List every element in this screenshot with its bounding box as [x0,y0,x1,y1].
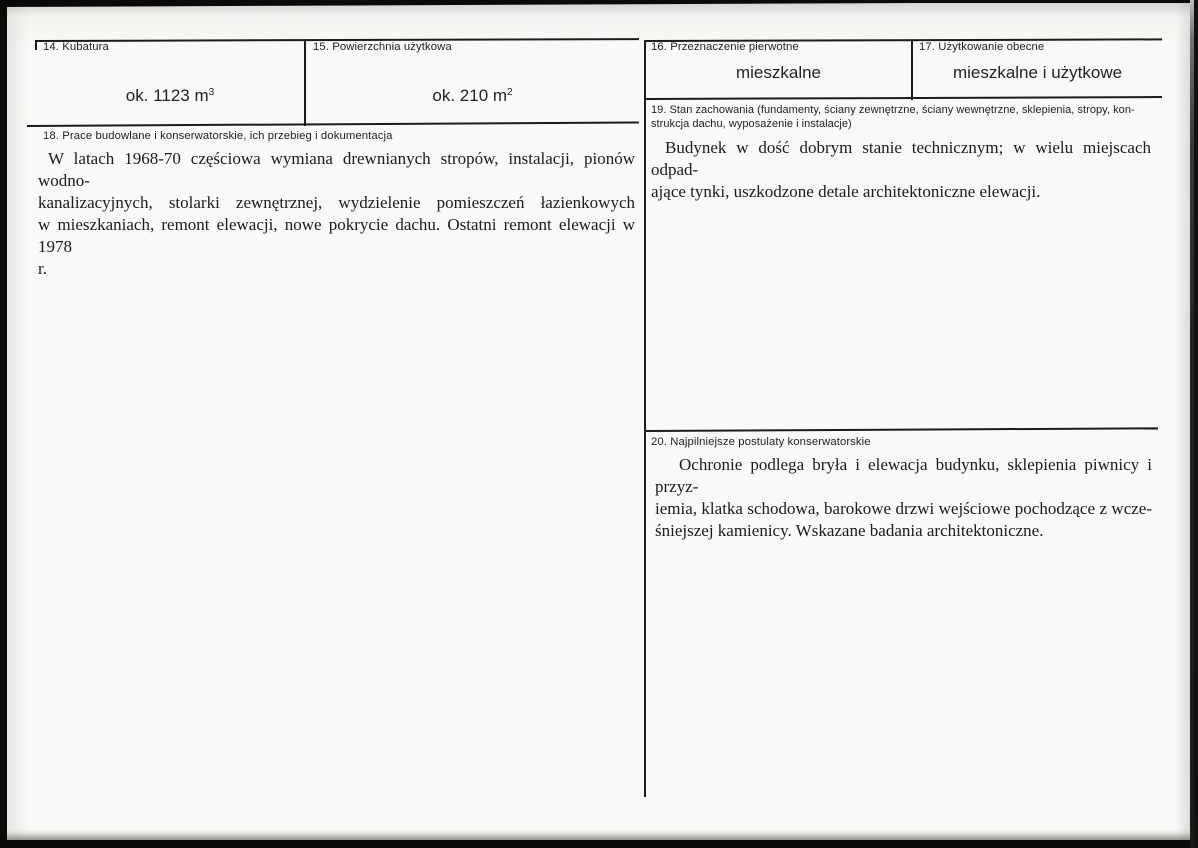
field-18-body-line: W latach 1968-70 częściowa wymiana drewnianych stropów, instalacji, pionów wodno- [38,149,635,190]
field-18-body [38,148,635,280]
divider-columns [644,40,646,797]
field-19-body-line: ające tynki, uszkodzone detale architektoniczne elewacji. [651,182,1041,201]
field-20-body-line: Ochronie podlega bryła i elewacja budynku, sklepienia piwnicy i przyz- [655,455,1152,496]
field-14-unit-sup: 3 [208,87,215,98]
scan-edge-right-outer [1194,0,1198,848]
field-19-body-line: Budynek w dość dobrym stanie technicznym; w wielu miejscach odpad- [651,138,1151,179]
field-15-unit-sup: 2 [507,87,513,98]
field-17-value: mieszkalne i użytkowe [952,63,1123,82]
corner-tick-box-14 [35,40,37,50]
field-19-label [651,104,1155,131]
scan-edge-bottom [0,840,1198,848]
field-20-label: 20. Najpilniejsze postulaty konserwatorskie [651,436,871,448]
divider-14-15 [304,40,306,126]
field-18-body-line: w mieszkaniach, remont elewacji, nowe pokrycie dachu. Ostatni remont elewacji w 1978 [38,215,635,256]
field-18-body-line: kanalizacyjnych, stolarki zewnętrznej, wydzielenie pomieszczeń łazienkowych [38,193,635,212]
field-19-label-line: 19. Stan zachowania (fundamenty, ściany zewnętrzne, ściany wewnętrzne, sklepienia, stropy, kon- [651,104,1135,116]
field-19-label-line: strukcja dachu, wyposażenie i instalacje) [651,117,852,130]
field-18-label: 18. Prace budowlane i konserwatorskie, ich przebieg i dokumentacja [43,130,393,142]
field-15-value: ok. 210 $m^2$ [432,86,513,105]
scan-edge-left [0,0,7,848]
field-15-label: 15. Powierzchnia użytkowa [313,41,452,53]
field-20-body-line: iemia, klatka schodowa, barokowe drzwi wejściowe pochodzące z wcze- [655,499,1152,518]
field-19-body [651,137,1151,203]
field-14-label: 14. Kubatura [43,41,109,53]
field-20-body-line: śniejszej kamienicy. Wskazane badania architektoniczne. [655,521,1044,540]
field-20-body [655,454,1152,542]
scan-shadow-bottom [7,833,1192,840]
field-17-label: 17. Użytkowanie obecne [919,41,1045,53]
field-14-value: ok. 1123 $m^3$ [125,86,215,105]
field-16-value: mieszkalne [735,63,822,82]
field-16-label: 16. Przeznaczenie pierwotne [651,41,799,53]
field-18-body-line: r. [38,259,47,278]
